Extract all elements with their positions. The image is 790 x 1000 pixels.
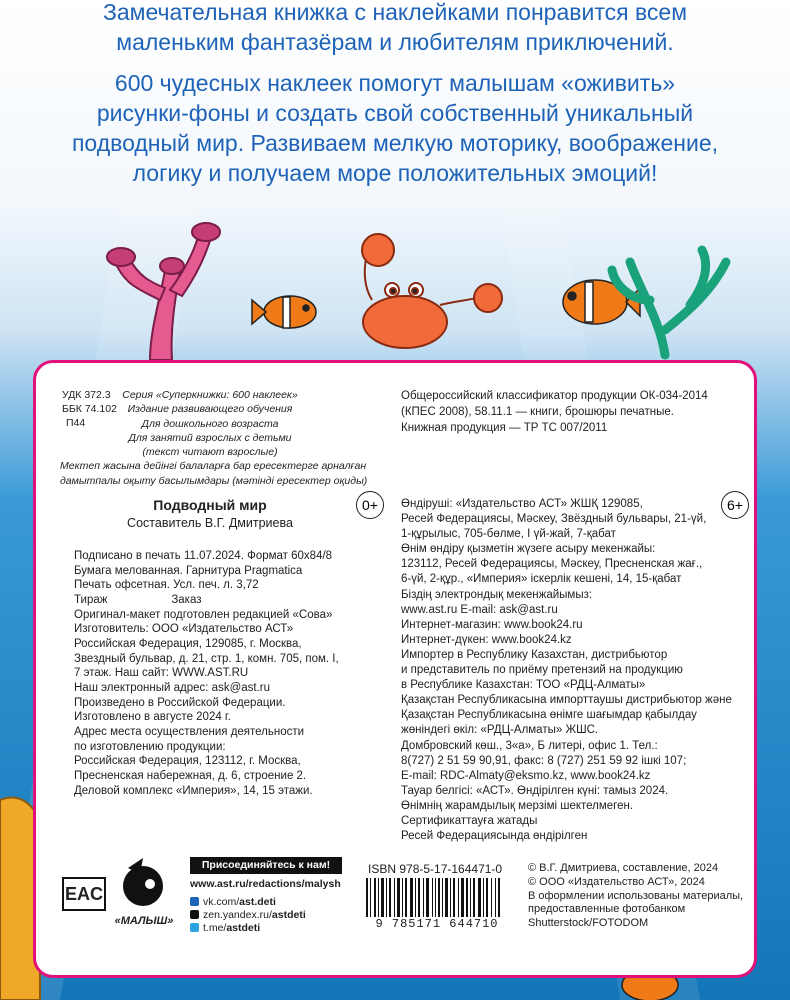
isbn: ISBN 978-5-17-164471-0 [368,862,503,876]
kazakh-line: Өндіруші: «Издательство АСТ» ЖШҚ 129085, [401,498,643,510]
age-rating-0: 0+ [356,491,384,519]
classifier-block [401,388,708,436]
kazakh-line: 123112, Ресей Федерациясы, Мәскеу, Пресненская жағ., [401,558,703,571]
imprint-line: Произведено в Российской Федерации. [74,696,286,709]
classifier-line: (КПЕС 2008), 58.11.1 — книги, брошюры печатные. [401,406,674,418]
promo-intro [0,0,790,57]
link-prefix: vk.com/ [203,896,240,908]
book-title: Подводный мир [153,497,267,513]
kazakh-line: Интернет-магазин: www.book24.ru [401,618,583,631]
imprint-line: по изготовлению продукции: [74,740,226,753]
copyright-line: Shutterstock/FOTODOM [528,917,649,930]
malysh-url[interactable]: www.ast.ru/redactions/malysh [190,878,341,890]
kazakh-line: www.ast.ru E-mail: ask@ast.ru [401,603,558,616]
imprint-line: Бумага мелованная. Гарнитура Pragmatica [74,564,303,577]
kazakh-line: Өнімнің жарамдылық мерзімі шектелмеген. [401,799,634,812]
age-rating-6: 6+ [721,491,749,519]
kazakh-line: Өнім өндіру қызметін жүзеге асыру мекенжайы: [401,543,656,556]
kazakh-line: Қазақстан Республикасына импорттаушы дистрибьютор және [401,694,732,707]
kazakh-line: 1-құрылыс, 705-бөлме, I үй-жай, 7-қабат [401,528,616,541]
promo-line: Замечательная книжка с наклейками понравится всем [102,0,688,25]
link-prefix: t.me/ [203,922,227,934]
malysh-logo-text: «МАЛЫШ» [114,915,174,927]
imprint-line: Изготовитель: ООО «Издательство АСТ» [74,623,294,636]
promo-line: маленьким фантазёрам и любителям приключений. [116,29,674,55]
zen-icon [190,910,199,919]
series-line: дамытпалы оқыту басылымдары (мәтінді ересектер оқиды) [60,474,368,487]
copyright-line: предоставленные фотобанком [528,903,686,916]
kazakh-line: жөніндегі өкіл: «РДЦ-Алматы» ЖШС. [401,724,599,737]
imprint-line: Пресненская набережная, д. 6, строение 2. [74,769,307,782]
kazakh-line: 8(727) 2 51 59 90,91, факс: 8 (727) 251 59 92 ішкі 107; [401,754,687,767]
promo-line: логику и получаем море положительных эмоций! [132,160,658,186]
kazakh-line: в Республике Казахстан: ТОО «РДЦ-Алматы» [401,679,646,692]
classifier-line: Книжная продукция — ТР ТС 007/2011 [401,422,608,434]
kazakh-line: Тауар белгісі: «АСТ». Өндірілген күні: тамыз 2024. [401,784,669,797]
kazakh-line: Импортер в Республику Казахстан, дистрибьютор [401,648,668,661]
telegram-icon [190,923,199,932]
eac-mark: EAC [62,877,106,911]
series-line: Для дошкольного возраста [141,417,279,430]
vk-link[interactable] [190,896,276,908]
imprint-line: Подписано в печать 11.07.2024. Формат 60x84/8 [74,550,333,562]
imprint-line: Звездный бульвар, д. 21, стр. 1, комн. 705, пом. I, [74,652,339,665]
imprint-line: Изготовлено в августе 2024 г. [74,711,231,724]
link-handle: astdeti [226,922,261,934]
udk-code: УДК 372.3 [62,389,111,401]
kazakh-line: Интернет-дүкен: www.book24.kz [401,633,572,646]
imprint-block [74,549,339,798]
telegram-link[interactable] [190,922,260,934]
kazakh-line: Біздің электрондық мекенжайымыз: [401,588,593,601]
copyright-line: В оформлении использованы материалы, [528,889,744,902]
promo-line: 600 чудесных наклеек помогут малышам «оживить» [114,70,676,96]
kazakh-line: и представитель по приёму претензий на продукцию [401,664,683,677]
imprint-line: Российская Федерация, 129085, г. Москва, [74,637,302,650]
series-line: Для занятий взрослых с детьми [128,431,292,444]
promo-line: рисунки-фоны и создать свой собственный уникальный [96,100,694,126]
imprint-line: Адрес места осуществления деятельности [74,725,305,738]
kazakh-line: E-mail: RDC-Almaty@eksmo.kz, www.book24.kz [401,769,651,782]
series-line: Мектеп жасына дейінгі балаларға бар ересектерге арналған [60,460,367,473]
copyright-line: © ООО «Издательство АСТ», 2024 [528,875,705,888]
kazakh-line: Ресей Федерациясында өндірілген [401,830,588,843]
join-banner: Присоединяйтесь к нам! [190,857,342,874]
imprint-line: Наш электронный адрес: ask@ast.ru [74,681,271,694]
copyright-line: © В.Г. Дмитриева, составление, 2024 [528,862,719,874]
link-handle: astdeti [271,909,306,921]
promo-description [0,68,790,188]
link-prefix: zen.yandex.ru/ [203,909,272,921]
series-name: Серия «Суперкнижки: 600 наклеек» [122,389,298,401]
link-handle: ast.deti [239,896,276,908]
imprint-line: Российская Федерация, 123112, г. Москва, [74,755,301,768]
bbk-code: ББК 74.102 [62,403,117,415]
kazakh-line: Ресей Федерациясы, Мәскеу, Звёздный бульвары, 21-үй, [401,513,707,526]
kazakh-line: 6-үй, 2-құр., «Империя» іскерлік кешені, 14, 15-қабат [401,573,682,586]
zen-link[interactable] [190,909,306,921]
kazakh-block [401,497,732,844]
imprint-line: 7 этаж. Наш сайт: WWW.AST.RU [74,667,249,680]
series-line: (текст читают взрослые) [142,446,278,459]
author-mark: П44 [66,417,86,429]
imprint-line: Деловой комплекс «Империя», 14, 15 этажи. [74,784,313,797]
imprint-line: Тираж Заказ [74,593,202,606]
vk-icon [190,897,199,906]
classifier-line: Общероссийский классификатор продукции ОК-034-2014 [401,390,708,402]
series-block [60,388,368,488]
kazakh-line: Сертификаттауға жатады [401,814,538,827]
kazakh-line: Қазақстан Республикасына өнімге шағымдар қабылдау [401,709,697,722]
imprint-line: Печать офсетная. Усл. печ. л. 3,72 [74,579,259,592]
series-line: Издание развивающего обучения [127,403,293,416]
copyright-block [528,862,743,931]
compiler: Составитель В.Г. Дмитриева [127,516,293,530]
promo-line: подводный мир. Развиваем мелкую моторику, воображение, [71,130,719,156]
barcode-digits: 9 785171 644710 [364,917,510,933]
imprint-line: Оригинал-макет подготовлен редакцией «Сова» [74,608,333,621]
kazakh-line: Домбровский көш., 3«а», Б литері, офис 1. Тел.: [401,739,658,752]
